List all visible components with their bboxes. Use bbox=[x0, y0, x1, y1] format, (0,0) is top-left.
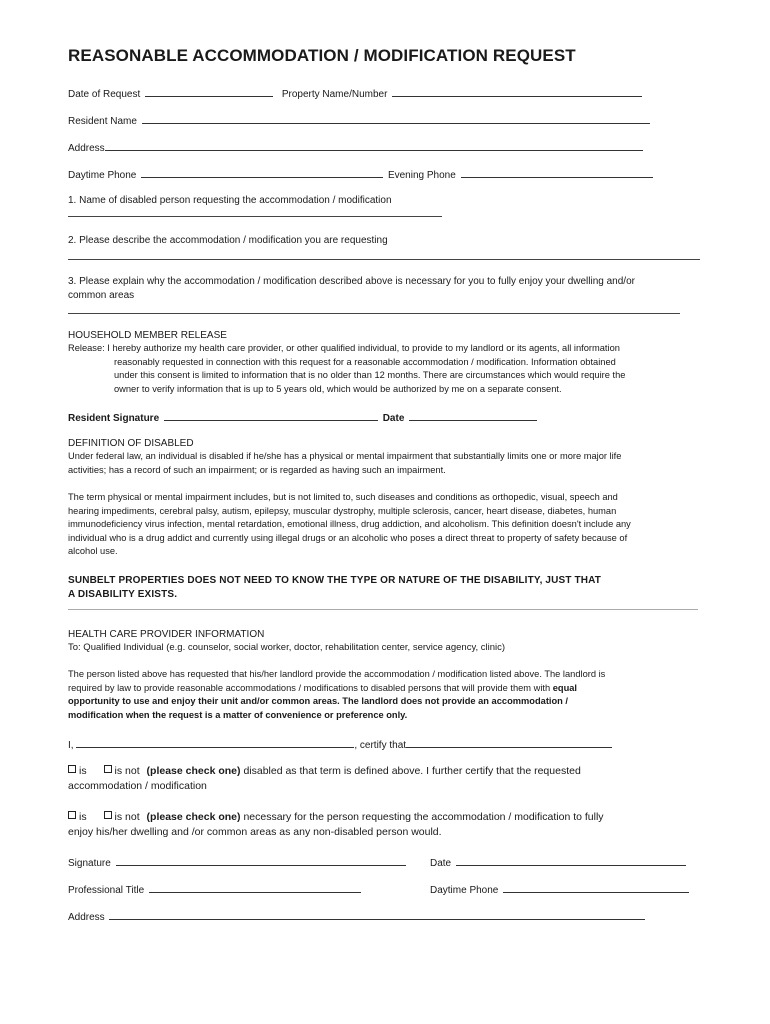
evening-phone-field[interactable] bbox=[461, 167, 653, 178]
notice-line-1: SUNBELT PROPERTIES DOES NOT NEED TO KNOW THE TYPE OR NATURE OF THE DISABILITY, JUST THAT bbox=[68, 575, 602, 586]
check-hint-2: (please check one) bbox=[146, 811, 241, 823]
disability-notice bbox=[68, 574, 708, 601]
professional-title-row bbox=[68, 882, 708, 897]
address-row bbox=[68, 140, 708, 155]
definition-p2-line4: individual who is a drug addict and currently using illegal drugs or an alcoholic who poses a direct threat to property of safety because of bbox=[68, 532, 628, 543]
provider-date-label: Date bbox=[430, 858, 452, 869]
property-field[interactable] bbox=[392, 86, 642, 97]
certify-row bbox=[68, 737, 708, 752]
property-label: Property Name/Number bbox=[281, 89, 388, 100]
certify-prefix: I, bbox=[68, 740, 74, 751]
release-heading: HOUSEHOLD MEMBER RELEASE bbox=[68, 330, 227, 341]
date-of-request-label: Date of Request bbox=[68, 89, 141, 100]
resident-signature-row bbox=[68, 410, 708, 425]
provider-heading: HEALTH CARE PROVIDER INFORMATION bbox=[68, 629, 265, 640]
provider-line-4: modification when the request is a matter of convenience or preference only. bbox=[68, 709, 408, 720]
resident-name-row bbox=[68, 113, 708, 128]
address-label: Address bbox=[68, 143, 105, 154]
release-line-1: Release: I hereby authorize my health care provider, or other qualified individual, to provide to my landlord or its agents, all information bbox=[68, 343, 620, 353]
release-paragraph bbox=[68, 342, 700, 396]
provider-signature-label: Signature bbox=[68, 858, 111, 869]
provider-line-3: opportunity to use and enjoy their unit and/or common areas. The landlord does not provide an accommodation / bbox=[68, 696, 569, 706]
is-checkbox-1[interactable] bbox=[68, 765, 76, 773]
provider-date-field[interactable] bbox=[456, 855, 686, 866]
professional-title-field[interactable] bbox=[149, 882, 361, 893]
definition-p1-line2: activities; has a record of such an impairment; or is regarded as having such an impairment. bbox=[68, 464, 446, 475]
address-field[interactable] bbox=[105, 140, 643, 151]
definition-paragraph-1 bbox=[68, 450, 700, 477]
provider-paragraph bbox=[68, 668, 700, 722]
question-3-line1: 3. Please explain why the accommodation / modification described above is necessary for you to fully enjoy your dwelling and/or bbox=[68, 276, 635, 287]
phone-row bbox=[68, 167, 708, 182]
definition-p2-line1: The term physical or mental impairment includes, but is not limited to, such diseases and conditions as orthopedic, visual, speech and bbox=[68, 492, 618, 502]
provider-date-group bbox=[430, 855, 688, 870]
certification-1 bbox=[68, 764, 708, 794]
certify-mid: , certify that bbox=[354, 740, 407, 751]
is-not-checkbox-1[interactable] bbox=[104, 765, 112, 773]
certification-2-text: necessary for the person requesting the accommodation / modification to fully bbox=[243, 811, 604, 823]
question-3-line2: common areas bbox=[68, 290, 135, 301]
certifier-name-field[interactable] bbox=[76, 737, 354, 748]
check-hint-1: (please check one) bbox=[146, 765, 241, 777]
provider-address-field[interactable] bbox=[109, 909, 645, 920]
is-not-checkbox-2[interactable] bbox=[104, 811, 112, 819]
question-2: 2. Please describe the accommodation / modification you are requesting bbox=[68, 235, 388, 246]
definition-paragraph-2 bbox=[68, 491, 700, 559]
definition-heading: DEFINITION OF DISABLED bbox=[68, 438, 194, 449]
question-2-answer-line[interactable] bbox=[68, 259, 700, 260]
provider-phone-group bbox=[430, 882, 691, 897]
provider-line-2-bold: equal bbox=[552, 682, 578, 693]
is-not-label-2: is not bbox=[114, 811, 140, 823]
request-info-row bbox=[68, 86, 708, 101]
resident-date-label: Date bbox=[382, 413, 405, 424]
professional-title-label: Professional Title bbox=[68, 885, 145, 896]
provider-to-line: To: Qualified Individual (e.g. counselor, social worker, doctor, rehabilitation center, service agency, clinic) bbox=[68, 642, 506, 653]
provider-signature-row bbox=[68, 855, 708, 870]
certification-2 bbox=[68, 810, 708, 840]
certification-1-text: disabled as that term is defined above. I further certify that the requested bbox=[243, 765, 581, 777]
provider-phone-label: Daytime Phone bbox=[430, 885, 499, 896]
evening-phone-label: Evening Phone bbox=[387, 170, 456, 181]
is-label-2: is bbox=[79, 811, 87, 823]
question-1: 1. Name of disabled person requesting the accommodation / modification bbox=[68, 195, 392, 206]
provider-line-2 bbox=[68, 682, 700, 696]
form-title: REASONABLE ACCOMMODATION / MODIFICATION REQUEST bbox=[68, 46, 576, 65]
is-checkbox-2[interactable] bbox=[68, 811, 76, 819]
notice-line-2: A DISABILITY EXISTS. bbox=[68, 588, 178, 600]
certification-1-line2: accommodation / modification bbox=[68, 780, 207, 792]
resident-name-field[interactable] bbox=[142, 113, 650, 124]
definition-p1-line1: Under federal law, an individual is disabled if he/she has a physical or mental impairment that substantially limits one or more major life bbox=[68, 451, 622, 461]
question-3-answer-line[interactable] bbox=[68, 313, 680, 314]
resident-name-label: Resident Name bbox=[68, 116, 137, 127]
provider-line-1: The person listed above has requested that his/her landlord provide the accommodation / modification listed above. The landlord is bbox=[68, 669, 606, 679]
definition-p2-line5: alcohol use. bbox=[68, 546, 118, 556]
release-line-4: owner to verify information that is up to 5 years old, which would be authorized by me on a separate consent. bbox=[114, 383, 562, 394]
definition-p2-line2: hearing impediments, cerebral palsy, autism, epilepsy, muscular dystrophy, multiple sclerosis, cancer, heart disease, diabetes, human bbox=[68, 505, 617, 516]
provider-signature-field[interactable] bbox=[116, 855, 406, 866]
daytime-phone-label: Daytime Phone bbox=[68, 170, 137, 181]
resident-date-field[interactable] bbox=[409, 410, 537, 421]
date-of-request-field[interactable] bbox=[145, 86, 273, 97]
provider-address-row bbox=[68, 909, 708, 924]
definition-p2-line3: immunodeficiency virus infection, mental retardation, emotional illness, drug addiction, and alcoholism. This definition doesn't include any bbox=[68, 519, 631, 529]
is-not-label-1: is not bbox=[114, 765, 140, 777]
provider-phone-field[interactable] bbox=[503, 882, 689, 893]
release-line-3: under this consent is limited to information that is no older than 12 months. There are circumstances which would require the bbox=[114, 370, 626, 380]
resident-signature-label: Resident Signature bbox=[68, 413, 160, 424]
release-line-2: reasonably requested in connection with this request for a reasonable accommodation / modification. Information obtained bbox=[114, 356, 616, 367]
resident-signature-field[interactable] bbox=[164, 410, 378, 421]
certification-2-line2: enjoy his/her dwelling and /or common areas as any non-disabled person would. bbox=[68, 826, 442, 838]
daytime-phone-field[interactable] bbox=[141, 167, 383, 178]
provider-line-2-text: required by law to provide reasonable accommodations / modifications to disabled persons that will provide them with bbox=[68, 682, 553, 693]
is-label-1: is bbox=[79, 765, 87, 777]
question-1-answer-line[interactable] bbox=[68, 216, 442, 217]
provider-address-label: Address bbox=[68, 912, 105, 923]
certify-that-field[interactable] bbox=[406, 737, 612, 748]
section-divider bbox=[68, 609, 698, 610]
